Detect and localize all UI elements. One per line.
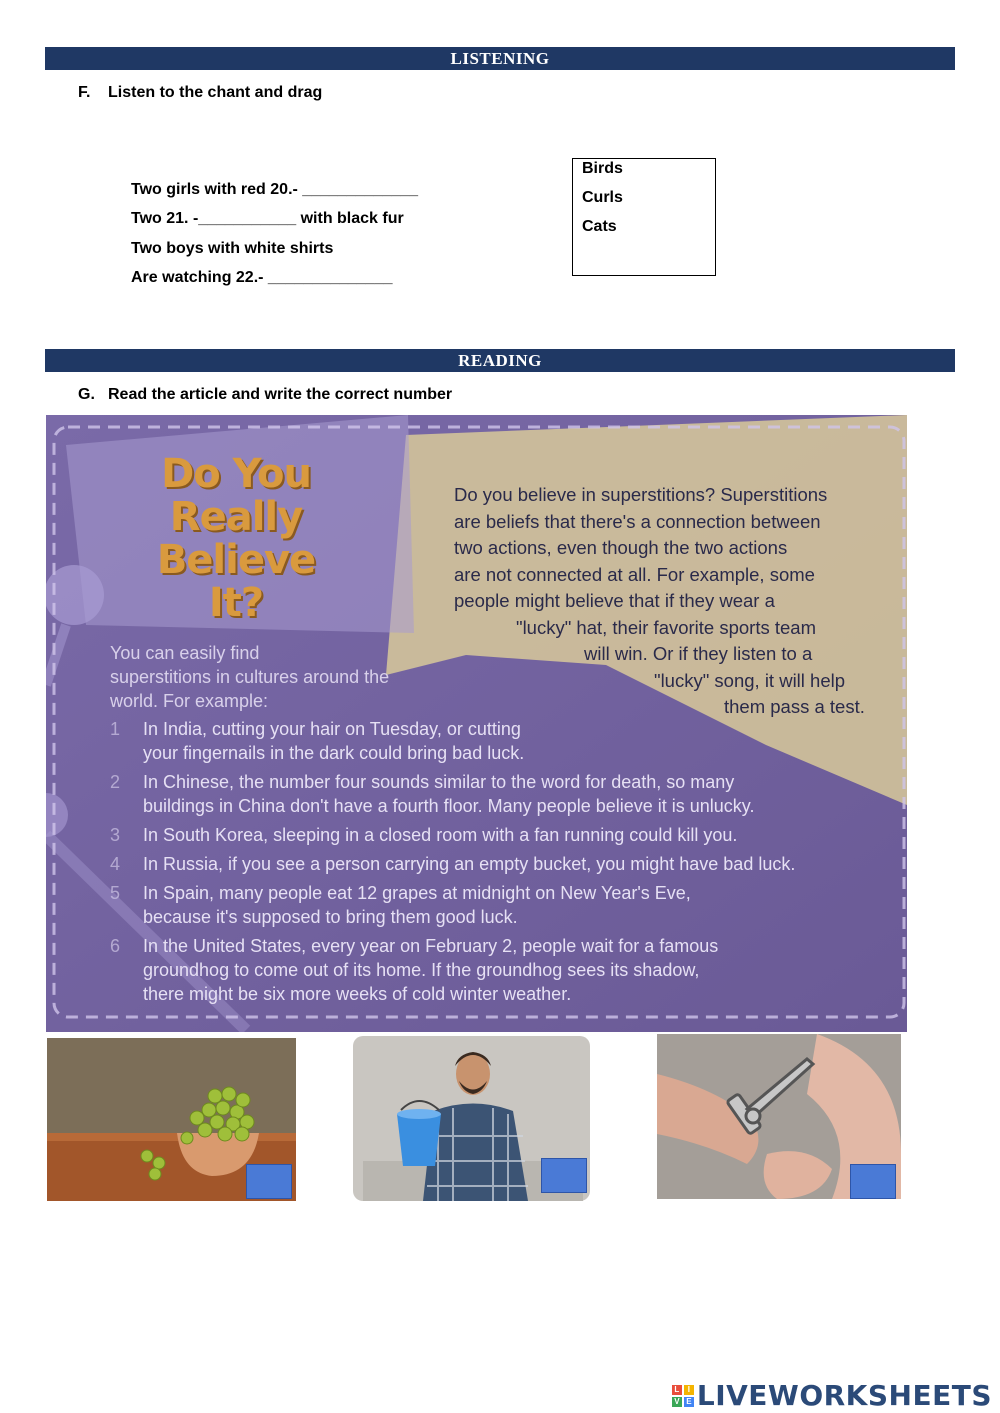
reading-instruction (78, 386, 452, 404)
list-item (110, 881, 890, 929)
item-text: buildings in China don't have a fourth floor. Many people believe it is unlucky. (143, 796, 755, 816)
item-text: In the United States, every year on February 2, people wait for a famous (143, 936, 719, 956)
intro-line: "lucky" song, it will help (654, 669, 846, 691)
logo-squares (672, 1385, 694, 1407)
lead-line: You can easily find (110, 643, 260, 663)
item-text: In South Korea, sleeping in a closed room with a fan running could kill you. (143, 825, 738, 845)
chant-text (131, 180, 418, 297)
item-text: because it's supposed to bring them good luck. (143, 907, 518, 927)
listening-instruction (78, 84, 322, 102)
logo-text: LIVEWORKSHEETS (696, 1379, 992, 1412)
instruction-letter: F. (78, 84, 91, 101)
list-item (110, 823, 890, 847)
intro-line: "lucky" hat, their favorite sports team (516, 616, 817, 638)
article-intro (454, 482, 884, 721)
list-item (110, 934, 890, 1006)
reading-header: READING (45, 349, 955, 372)
intro-line: people might believe that if they wear a (454, 590, 775, 611)
item-text: groundhog to come out of its home. If the groundhog sees its shadow, (143, 960, 700, 980)
intro-line: will win. Or if they listen to a (584, 643, 813, 664)
answer-box-bucket[interactable] (541, 1158, 587, 1193)
draggable-word-birds[interactable]: Birds (582, 160, 623, 177)
chant-line: Two 21. -___________ with black fur (131, 210, 404, 228)
lead-line: world. For example: (110, 691, 269, 711)
item-number: 4 (110, 854, 121, 874)
item-text: your fingernails in the dark could bring bad luck. (143, 743, 525, 763)
superstition-list (110, 717, 890, 1011)
item-number: 1 (110, 719, 121, 739)
item-number: 3 (110, 825, 121, 845)
intro-line: are not connected at all. For example, some (454, 563, 815, 585)
draggable-word-cats[interactable]: Cats (582, 218, 617, 235)
intro-line: two actions, even though the two actions (454, 537, 788, 558)
item-text: In Russia, if you see a person carrying an empty bucket, you might have bad luck. (143, 854, 796, 874)
article-image (46, 415, 907, 1032)
article-lead (110, 641, 420, 713)
grapes-photo (47, 1038, 296, 1201)
draggable-word-curls[interactable]: Curls (582, 189, 623, 206)
article-title-line: Really (169, 494, 303, 540)
list-item (110, 770, 890, 818)
logo-square: E (684, 1397, 694, 1407)
item-number: 5 (110, 883, 121, 903)
list-item (110, 852, 890, 876)
instruction-letter: G. (78, 386, 95, 403)
listening-header: LISTENING (45, 47, 955, 70)
item-text: In Spain, many people eat 12 grapes at midnight on New Year's Eve, (143, 883, 691, 903)
intro-line: them pass a test. (724, 696, 865, 717)
item-text: In India, cutting your hair on Tuesday, or cutting (143, 719, 521, 739)
list-item (110, 717, 890, 765)
article-title-line: Do You (161, 451, 311, 497)
lead-line: superstitions in cultures around the (110, 667, 390, 687)
answer-box-grapes[interactable] (246, 1164, 292, 1199)
liveworksheets-logo[interactable] (672, 1379, 992, 1412)
intro-line: Do you believe in superstitions? Superstitions (454, 484, 828, 505)
word-bank (572, 158, 716, 276)
article-title (126, 453, 346, 625)
answer-box-fingernails[interactable] (850, 1164, 896, 1199)
article-title-line: Believe It? (156, 537, 316, 626)
bucket-photo (353, 1036, 590, 1201)
logo-square: V (672, 1397, 682, 1407)
logo-square: L (672, 1385, 682, 1395)
instruction-text: Listen to the chant and drag (108, 84, 323, 101)
logo-square: I (684, 1385, 694, 1395)
chant-line: Two boys with white shirts (131, 239, 334, 257)
item-text: there might be six more weeks of cold winter weather. (143, 984, 572, 1004)
fingernails-photo (657, 1034, 901, 1199)
item-text: In Chinese, the number four sounds similar to the word for death, so many (143, 772, 735, 792)
item-number: 2 (110, 772, 121, 792)
intro-line: are beliefs that there's a connection between (454, 510, 821, 532)
chant-line: Are watching 22.- ______________ (131, 268, 393, 286)
instruction-text: Read the article and write the correct number (108, 386, 453, 403)
item-number: 6 (110, 936, 121, 956)
chant-line: Two girls with red 20.- _____________ (131, 181, 418, 198)
